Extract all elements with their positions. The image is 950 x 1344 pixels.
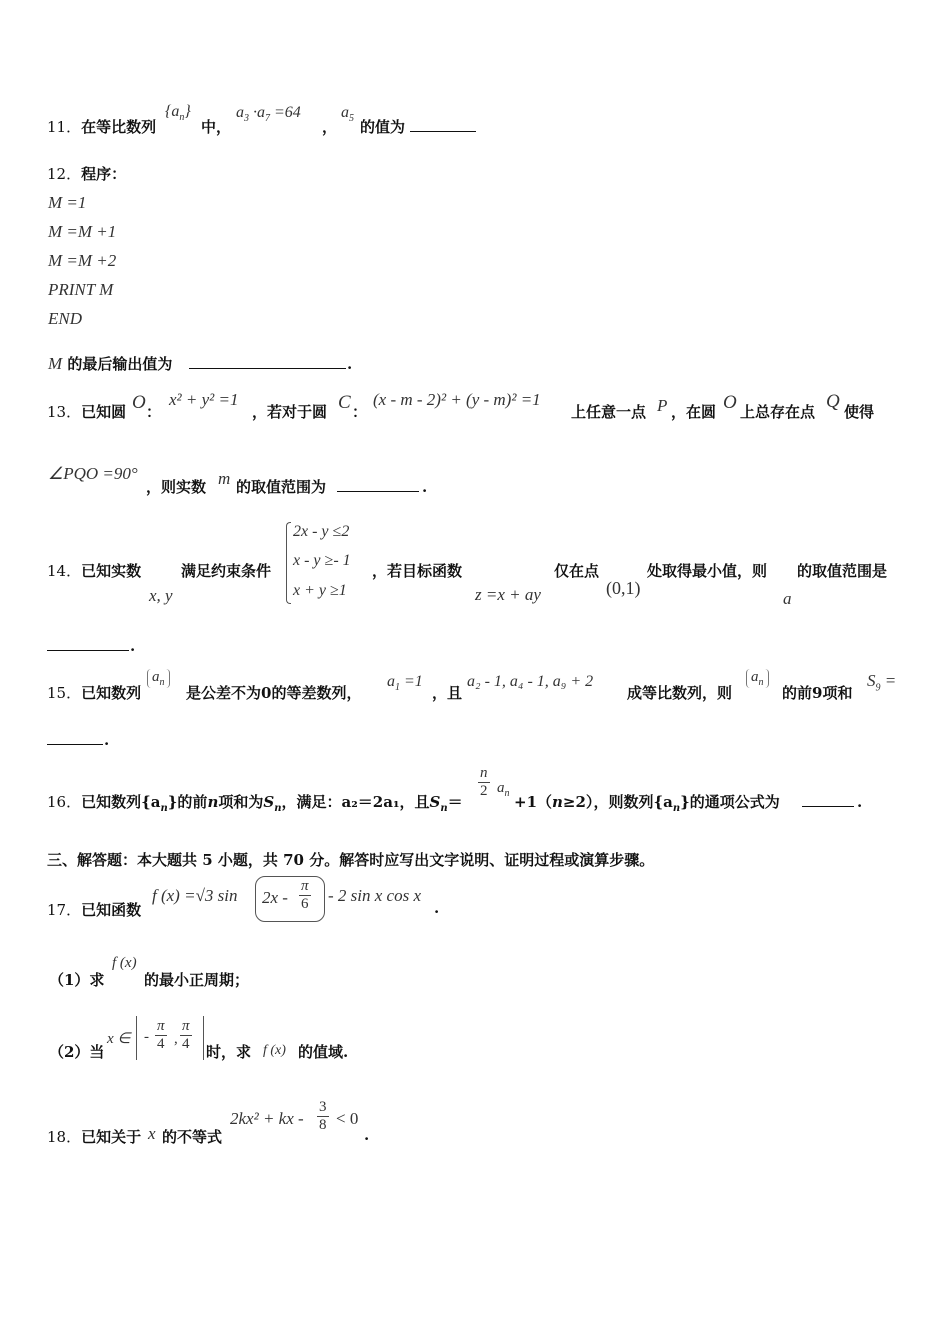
answer-blank [802, 792, 854, 807]
math-vars: x, y [149, 586, 173, 605]
math-a3a7: $a_3 \cdot a_7 =64$ [236, 104, 301, 125]
constraint-line: 2x - y ≤2 [293, 523, 350, 540]
period: . [364, 1126, 370, 1144]
answer-blank [410, 117, 476, 132]
math-seq-an: $a_n$ [147, 669, 170, 688]
fraction-pi-over-6: $\frac{\pi}{6}$ [301, 878, 309, 912]
math-O: O [132, 392, 146, 413]
question-number: 16． [47, 793, 82, 811]
q17-part2-text: 时，求 [206, 1043, 252, 1061]
math-x-in: x ∈ [107, 1031, 131, 1047]
code-line: END [48, 309, 82, 328]
code-line: M =1 [48, 193, 87, 212]
period: . [130, 637, 136, 655]
q17-part1-text: 的最小正周期； [144, 971, 250, 989]
q15-text: 是公差不为0的等差数列， [186, 684, 362, 702]
q17-part2-label: （2）当 [49, 1043, 105, 1061]
q13-text: ，若对于圆 [252, 403, 328, 421]
math-a5: $a_5$ [341, 104, 354, 125]
math-a: a [783, 589, 792, 608]
q14-text: 满足约束条件 [181, 562, 272, 580]
constraint-line: x - y ≥- 1 [293, 552, 351, 569]
math-Q: Q [826, 391, 840, 412]
q17-part1-label: （1）求 [49, 971, 105, 989]
period: . [434, 899, 440, 917]
q12-ask: M 的最后输出值为 [48, 354, 173, 373]
question-16: 16．已知数列$\{a_n\}$的前n项和为$S_n$，满足：a₂＝2a₁，且$S_n=$ [47, 793, 463, 814]
answer-blank [189, 354, 346, 369]
q11-text: 中， [201, 118, 232, 136]
question-15: 15．已知数列 [47, 684, 142, 702]
fraction-pi-over-4: $\frac{\pi}{4}$ [157, 1018, 165, 1052]
math-terms: a₂ - 1, a₄ - 1, a₉ + 2 [467, 673, 594, 690]
code-line: M =M +1 [48, 222, 117, 241]
math-seq-an: $\{a_n\}$ [165, 103, 191, 124]
q13-text: ，在圆 [671, 403, 717, 421]
q13-text: ，则实数 [146, 478, 207, 496]
q13-text: 上任意一点 [571, 403, 647, 421]
math-minus: - [144, 1029, 149, 1045]
q13-text: 上总存在点 [740, 403, 816, 421]
q16-text: +1（n≥2），则数列$\{a_n\}$的通项公式为 [514, 793, 780, 814]
math-C: C [338, 392, 351, 413]
fraction-3-over-8: $\frac{3}{8}$ [319, 1099, 327, 1133]
fraction-n-over-2: $\frac{n}{2}$ [480, 765, 488, 799]
q11-comma: ， [322, 118, 338, 136]
constraint-brace [286, 522, 291, 604]
question-12: 12．程序： [47, 165, 127, 183]
code-line: PRINT M [48, 280, 114, 299]
question-11: 11．在等比数列 [47, 118, 157, 136]
q14-text: 的取值范围是 [797, 562, 888, 580]
question-18: 18．已知关于 [47, 1128, 142, 1146]
math-m: m [218, 469, 231, 488]
math-fx: f (x) [112, 955, 137, 971]
q13-text: 的取值范围为 [236, 478, 327, 496]
math-an: $a_n$ [497, 780, 510, 799]
constraint-line: x + y ≥1 [293, 582, 347, 599]
math-O: O [723, 392, 737, 413]
math-circle-O: x² + y² =1 [169, 390, 239, 409]
question-number: 17． [47, 901, 82, 919]
math-fx: f (x) [263, 1043, 286, 1058]
q15-text: 的前9项和 [782, 684, 853, 702]
period: . [422, 478, 428, 496]
math-P: P [657, 396, 668, 415]
question-13: 13．已知圆 [47, 403, 127, 421]
math-circle-C: (x - m - 2)² + (y - m)² =1 [373, 390, 541, 409]
period: . [347, 355, 353, 373]
answer-blank [47, 730, 103, 745]
math-point: (0,1) [606, 578, 641, 598]
q14-text: ，若目标函数 [372, 562, 463, 580]
q13-text: 使得 [844, 403, 875, 421]
answer-blank [47, 636, 129, 651]
math-f-left: f (x) =√3 sin [152, 886, 238, 905]
section-heading: 三、解答题：本大题共 5 小题，共 70 分。解答时应写出文字说明、证明过程或演算步骤。 [47, 851, 655, 869]
q17-part2-text: 的值域. [298, 1043, 349, 1061]
q15-text: 成等比数列，则 [627, 684, 733, 702]
math-inner: 2x - [262, 888, 288, 907]
math-inequality: 2kx² + kx - [230, 1109, 304, 1128]
question-number: 11． [47, 118, 82, 136]
question-number: 14． [47, 562, 82, 580]
q18-text: 的不等式 [162, 1128, 223, 1146]
q14-text: 仅在点 [554, 562, 600, 580]
math-lt-zero: < 0 [336, 1109, 359, 1128]
period: . [857, 793, 863, 811]
question-number: 13． [47, 403, 82, 421]
math-f-right: - 2 sin x cos x [328, 886, 422, 905]
math-S9: $S_9$ = [867, 671, 897, 694]
math-objective: z =x + ay [475, 585, 541, 604]
question-17: 17．已知函数 [47, 901, 142, 919]
q14-text: 处取得最小值，则 [647, 562, 768, 580]
code-line: M =M +2 [48, 251, 117, 270]
question-number: 15． [47, 684, 82, 702]
question-14: 14．已知实数 [47, 562, 142, 580]
q13-colon: ： [352, 403, 368, 421]
math-comma: , [174, 1031, 178, 1047]
q13-colon: ： [146, 403, 162, 421]
math-angle: ∠PQO =90° [48, 464, 138, 483]
math-a1: $a_1 =1$ [387, 673, 423, 694]
math-seq-an: $a_n$ [746, 669, 769, 688]
q15-text: ，且 [432, 684, 463, 702]
q11-ask: 的值为 [360, 118, 406, 136]
math-x: x [148, 1124, 156, 1143]
question-number: 12． [47, 165, 82, 183]
question-number: 18． [47, 1128, 82, 1146]
fraction-pi-over-4: $\frac{\pi}{4}$ [182, 1018, 190, 1052]
period: . [104, 731, 110, 749]
answer-blank [337, 477, 419, 492]
